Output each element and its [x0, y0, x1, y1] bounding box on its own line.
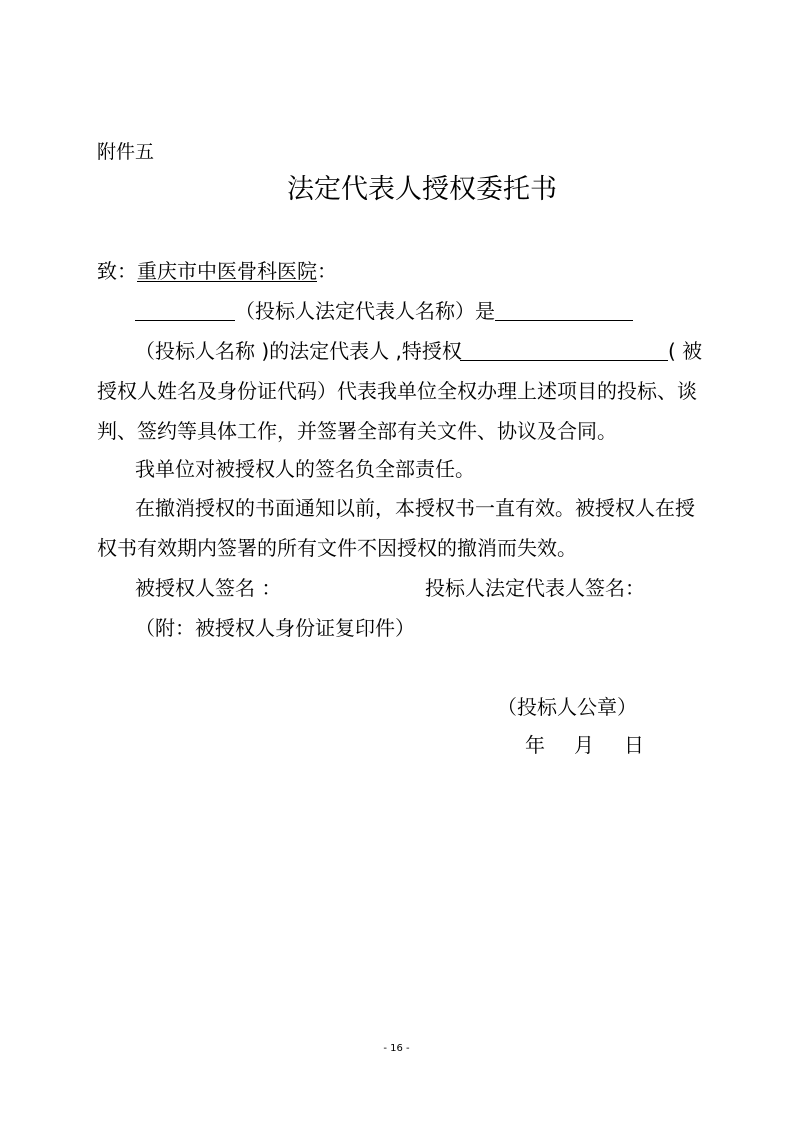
addressee-prefix: 致：: [97, 259, 137, 283]
body-line-2-pre: （投标人名称 )的法定代表人 ,特授权: [135, 339, 462, 363]
authorized-person-blank: [460, 360, 668, 361]
body-line-1: （投标人法定代表人名称）是: [235, 299, 495, 323]
body-line-2-post: ( 被: [668, 339, 703, 363]
document-title: 法定代表人授权委托书: [287, 174, 557, 205]
attachment-note: （附：被授权人身份证复印件）: [135, 616, 415, 640]
page-number: - 16 -: [383, 1043, 410, 1054]
legal-rep-name-blank: [135, 320, 235, 321]
authorized-person-signature-label: 被授权人签名 ：: [135, 576, 282, 600]
body-line-7: 权书有效期内签署的所有文件不因授权的撤消而失效。: [97, 536, 577, 560]
date-day: 日: [624, 733, 644, 757]
attachment-label: 附件五: [97, 141, 155, 163]
legal-rep-signature-label: 投标人法定代表人签名：: [425, 576, 645, 600]
bidder-seal-label: （投标人公章）: [497, 695, 637, 719]
bidder-name-blank: [495, 320, 633, 321]
body-line-3: 授权人姓名及身份证代码）代表我单位全权办理上述项目的投标、谈: [97, 379, 697, 403]
addressee-suffix: ：: [317, 259, 337, 283]
body-line-4: 判、签约等具体工作，并签署全部有关文件、协议及合同。: [97, 419, 617, 443]
date-year: 年: [525, 733, 545, 757]
addressee-line: [97, 261, 337, 281]
body-line-6: 在撤消授权的书面通知以前，本授权书一直有效。被授权人在授: [135, 496, 695, 520]
body-line-5: 我单位对被授权人的签名负全部责任。: [135, 457, 475, 481]
date-month: 月: [574, 733, 594, 757]
addressee-name: 重庆市中医骨科医院: [137, 259, 317, 283]
